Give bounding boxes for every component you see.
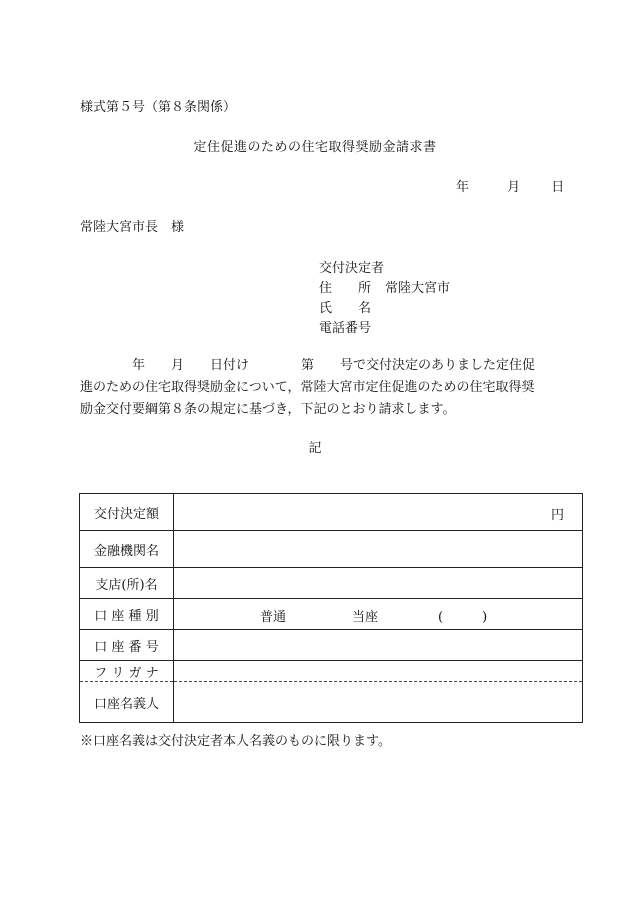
bank-name-label: 金融機関名 <box>80 531 174 568</box>
account-type-field[interactable] <box>174 599 583 630</box>
body-text-line-1: 年 月 日付け 第 号で交付決定のありました定住促 <box>80 358 536 373</box>
ki-heading: 記 <box>308 441 322 456</box>
date-day: 日 <box>551 180 565 195</box>
phone-label: 電話番号 <box>319 321 372 336</box>
address-label: 住 所 <box>319 281 372 296</box>
applicant-title: 交付決定者 <box>319 261 385 276</box>
account-type-other[interactable]: ( ) <box>438 610 488 625</box>
account-type-current[interactable]: 当座 <box>352 610 379 625</box>
furigana-label: フ リ ガ ナ <box>80 661 174 682</box>
table-row <box>80 661 583 682</box>
body-text-line-3: 励金交付要綱第８条の規定に基づき，下記のとおり請求します。 <box>80 402 456 417</box>
amount-field[interactable] <box>174 494 583 531</box>
branch-name-field[interactable] <box>174 568 583 599</box>
address-value: 常陸大宮市 <box>385 281 451 296</box>
date-year: 年 <box>456 180 470 195</box>
furigana-field[interactable] <box>174 661 583 682</box>
table-row <box>80 599 583 630</box>
table-row <box>80 494 583 531</box>
applicant-address <box>319 277 450 296</box>
account-holder-label: 口座名義人 <box>80 682 174 723</box>
amount-label: 交付決定額 <box>80 494 174 531</box>
addressee: 常陸大宮市長 様 <box>80 220 185 235</box>
branch-name-label: 支店(所)名 <box>80 568 174 599</box>
account-number-label: 口 座 番 号 <box>80 630 174 661</box>
document-title: 定住促進のための住宅取得奨励金請求書 <box>193 140 437 155</box>
applicant-phone <box>319 317 371 336</box>
table-row <box>80 531 583 568</box>
account-type-label: 口 座 種 別 <box>80 599 174 630</box>
yen-unit: 円 <box>550 508 564 523</box>
table-row <box>80 568 583 599</box>
date-line <box>456 176 564 195</box>
account-holder-field[interactable] <box>174 682 583 723</box>
bank-name-field[interactable] <box>174 531 583 568</box>
table-row <box>80 682 583 723</box>
applicant-name <box>319 297 371 316</box>
footnote: ※口座名義は交付決定者本人名義のものに限ります。 <box>80 734 391 749</box>
body-text-line-2: 進のための住宅取得奨励金について，常陸大宮市定住促進のための住宅取得奨 <box>80 380 535 395</box>
account-number-field[interactable] <box>174 630 583 661</box>
table-row <box>80 630 583 661</box>
date-month: 月 <box>507 180 521 195</box>
form-number: 様式第５号（第８条関係） <box>80 100 237 115</box>
account-type-ordinary[interactable]: 普通 <box>260 610 287 625</box>
bank-info-table <box>79 493 583 723</box>
name-label: 氏 名 <box>319 301 372 316</box>
